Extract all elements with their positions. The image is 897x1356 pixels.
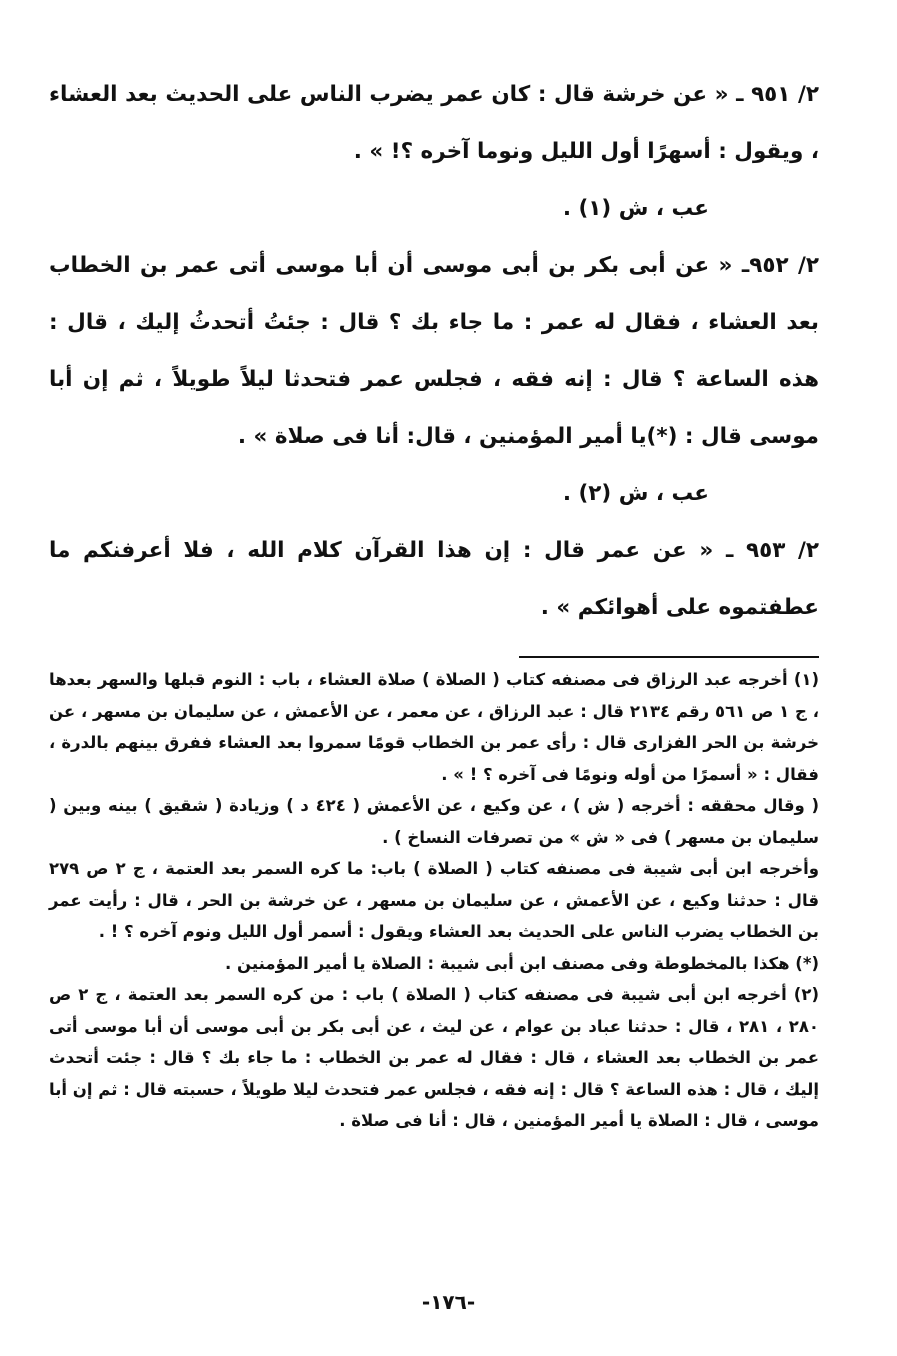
footnote-1: (١) أخرجه عبد الرزاق فى مصنفه كتاب ( الصلاة ) صلاة العشاء ، باب : النوم قبلها والسهر بعدها ، ج ١ ص ٥٦١ رقم ٢١٣٤ قال : عبد الرزاق ، عن معمر ، عن الأعمش ، عن سليمان بن مسهر ، عن خرشة بن الحر الفزارى قال : رأى عمر بن الخطاب قومًا سمروا بعد العشاء ففرق بينهم بالدرة ، فقال : « أسمرًا من أوله ونومًا فى آخره ؟ ! » .: [49, 670, 819, 784]
hadith-951: ٢/ ٩٥١ ـ « عن خرشة قال : كان عمر يضرب الناس على الحديث بعد العشاء ، ويقول : أسهرًا أول الليل ونوما آخره ؟! » .: [49, 82, 819, 164]
footnote-divider: [519, 656, 819, 658]
page-number: -١٧٦-: [421, 1290, 476, 1314]
footnote-2: (٢) أخرجه ابن أبى شيبة فى مصنفه كتاب ( الصلاة ) باب : من كره السمر بعد العتمة ، ج ٢ ص ٢٨٠ ، ٢٨١ ، قال : حدثنا عباد بن عوام ، عن ليث ، عن أبى بكر بن أبى موسى أن أبا موسى أتى عمر بن الخطاب بعد العشاء ، قال : فقال له عمر بن الخطاب : ما جاء بك ؟ قال : جئت أتحدث إليك ، قال : هذه الساعة ؟ قال : إنه فقه ، فجلس عمر فتحدث ليلا طويلاً ، حسبته قال : ثم إن أبا موسى ، قال : الصلاة يا أمير المؤمنين ، قال : أنا فى صلاة .: [49, 985, 819, 1130]
hadith-953: ٢/ ٩٥٣ ـ « عن عمر قال : إن هذا القرآن كلام الله ، فلا أعرفنكم ما عطفتموه على أهوائكم » .: [49, 538, 819, 620]
footnote-1-additional-source: وأخرجه ابن أبى شيبة فى مصنفه كتاب ( الصلاة ) باب: ما كره السمر بعد العتمة ، ج ٢ ص ٢٧٩ قال : حدثنا وكيع ، عن الأعمش ، عن سليمان بن مسهر ، عن خرشة بن الحر ، قال : رأيت عمر بن الخطاب يضرب الناس على الحديث بعد العشاء ويقول : أسمر أول الليل ونوم آخره ؟ ! .: [49, 859, 820, 941]
hadith-951-reference: عب ، ش (١) .: [562, 196, 709, 221]
footnotes: [49, 664, 819, 1137]
footnote-1-editor-note: ( وقال محققه : أخرجه ( ش ) ، عن وكيع ، عن الأعمش ( ٤٢٤ د ) وزيادة ( شقيق ) بينه وبين ( سليمان بن مسهر ) فى « ش » من تصرفات النساخ ) .: [49, 796, 819, 847]
hadith-952: ٢/ ٩٥٢ـ « عن أبى بكر بن أبى موسى أن أبا موسى أتى عمر بن الخطاب بعد العشاء ، فقال له عمر : ما جاء بك ؟ قال : جئتُ أتحدثُ إليك ، قال : هذه الساعة ؟ قال : إنه فقه ، فجلس عمر فتحدثا ليلاً طويلاً ، ثم إن أبا موسى قال : (*)يا أمير المؤمنين ، قال: أنا فى صلاة » .: [49, 253, 819, 449]
hadith-952-reference: عب ، ش (٢) .: [562, 481, 709, 506]
footnote-star: (*) هكذا بالمخطوطة وفى مصنف ابن أبى شيبة : الصلاة يا أمير المؤمنين .: [225, 953, 819, 973]
page-content: [49, 66, 819, 1137]
